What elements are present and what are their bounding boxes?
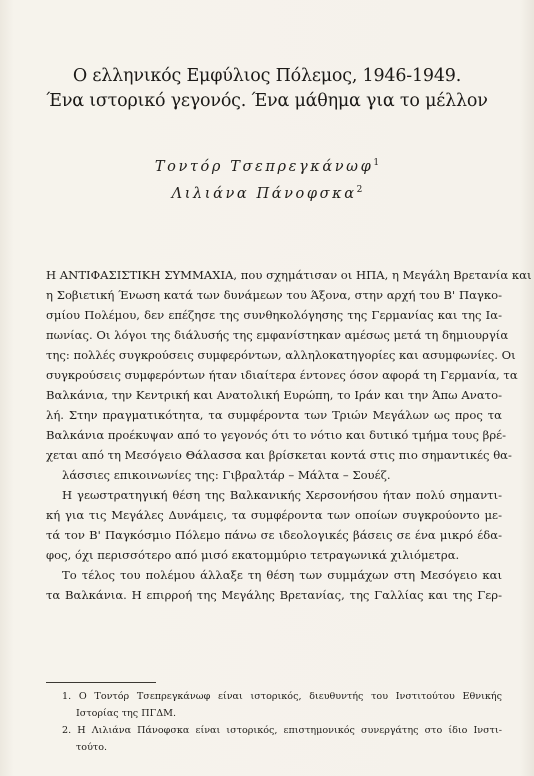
- footnote-marker: 1: [373, 158, 380, 168]
- footnote-line: 1. Ο Τοντόρ Τσεπρεγκάνωφ είναι ιστορικός, διευθυντής του Ινστιτούτου Εθνικής: [62, 691, 502, 702]
- text-line: της: πολλές συγκρούσεις συμφερόντων, αλληλοκατηγορίες και ασυμφωνίες. Οι: [46, 348, 516, 362]
- text-line: λή. Στην πραγματικότητα, τα συμφέροντα των Τριών Μεγάλων ως προς τα: [46, 408, 502, 422]
- footnote-line: Ιστορίας της ΠΓΔΜ.: [76, 708, 177, 719]
- text-line: Η ΑΝΤΙΦΑΣΙΣΤΙΚΗ ΣΥΜΜΑΧΙΑ, που σχημάτισαν οι ΗΠΑ, η Μεγάλη Βρετανία και: [46, 268, 532, 282]
- body-text: [46, 265, 532, 605]
- footnotes: [46, 688, 502, 756]
- text-line: πωνίας. Οι λόγοι της διάλυσής της εμφανίστηκαν αμέσως μετά τη δημιουργία: [46, 328, 509, 342]
- text-line: συγκρούσεις συμφερόντων ήταν ιδιαίτερα έντονες όσον αφορά τη Γερμανία, τα: [46, 368, 518, 382]
- text-line: τα Βαλκάνια. Η επιρροή της Μεγάλης Βρετανίας, της Γαλλίας και της Γερ-: [46, 588, 502, 602]
- text-line: Βαλκάνια προέκυψαν από το γεγονός ότι το νότιο και δυτικό τμήμα τους βρέ-: [46, 428, 507, 442]
- text-line: χεται από τη Μεσόγειο Θάλασσα και βρίσκεται κοντά στις πιο σημαντικές θα-: [46, 448, 512, 462]
- footnote-marker: 2: [356, 185, 363, 195]
- author-list: [0, 152, 534, 206]
- author-1: [0, 152, 534, 179]
- text-line: σμίου Πολέμου, δεν επέζησε της συνθηκολόγησης της Γερμανίας και της Ια-: [46, 308, 502, 322]
- text-line: φος, όχι περισσότερο από μισό εκατομμύριο τετραγωνικά χιλιόμετρα.: [46, 548, 460, 562]
- article-title: [0, 64, 534, 114]
- author-name: Λιλιάνα Πάνοφσκα: [171, 186, 357, 202]
- footnote-divider: [46, 682, 156, 683]
- footnote-line: 2. Η Λιλιάνα Πάνοφσκα είναι ιστορικός, επιστημονικός συνεργάτης στο ίδιο Ινστι-: [62, 725, 502, 736]
- text-line: Το τέλος του πολέμου άλλαξε τη θέση των συμμάχων στη Μεσόγειο και: [62, 568, 502, 582]
- title-line-2: Ένα ιστορικό γεγονός. Ένα μάθημα για το μέλλον: [46, 91, 488, 111]
- text-line: τά τον Β' Παγκόσμιο Πόλεμο πάνω σε ιδεολογικές βάσεις σε ένα μικρό έδα-: [46, 528, 502, 542]
- author-name: Τοντόρ Τσεπρεγκάνωφ: [154, 159, 374, 175]
- text-line: Βαλκάνια, την Κεντρική και Ανατολική Ευρώπη, το Ιράν και την Άπω Ανατο-: [46, 388, 502, 402]
- author-2: [0, 179, 534, 206]
- footnote-line: τούτο.: [76, 742, 108, 753]
- text-line: η Σοβιετική Ένωση κατά των δυνάμεων του Άξονα, στην αρχή του Β' Παγκο-: [46, 288, 502, 302]
- text-line: Η γεωστρατηγική θέση της Βαλκανικής Χερσονήσου ήταν πολύ σημαντι-: [62, 488, 502, 502]
- title-line-1: Ο ελληνικός Εμφύλιος Πόλεμος, 1946-1949.: [72, 66, 462, 86]
- text-line: κή για τις Μεγάλες Δυνάμεις, τα συμφέροντα των οποίων συγκρούοντο με-: [46, 508, 502, 522]
- text-line: λάσσιες επικοινωνίες της: Γιβραλτάρ – Μάλτα – Σουέζ.: [62, 468, 391, 482]
